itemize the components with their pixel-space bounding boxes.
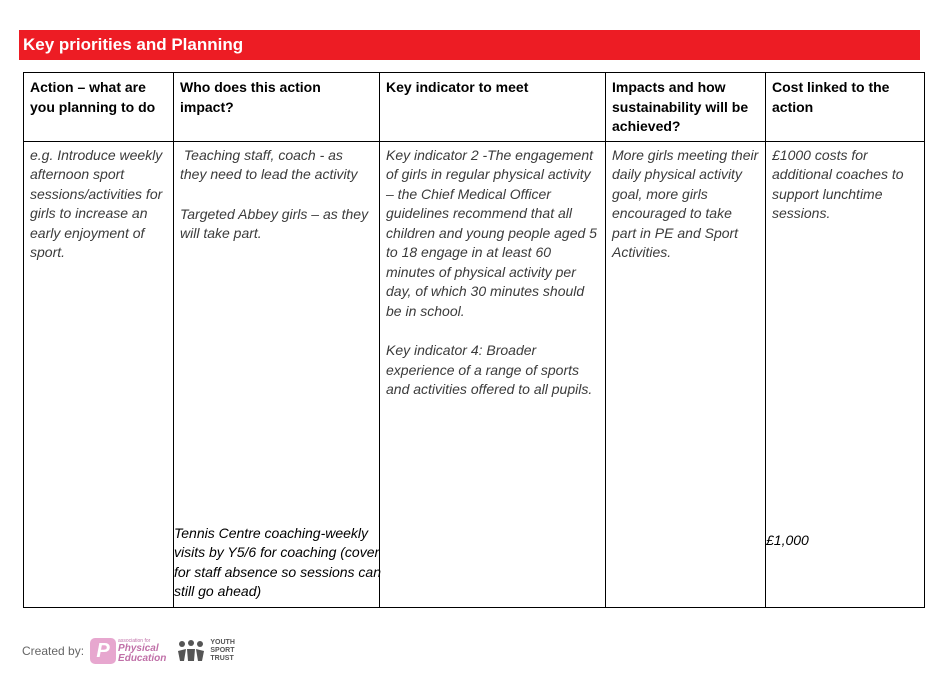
cell-action (24, 141, 174, 607)
indicator-text-1: Key indicator 2 -The engagement of girls in regular physical activity – the Chief Medical Officer guidelines recommend that all children and young people aged 5 to 18 engage in at least 60 minutes of physical activity per day, of which 30 minutes should be in school. (386, 146, 597, 319)
header-impacts: Impacts and how sustainability will be achieved? (606, 73, 766, 142)
header-who: Who does this action impact? (174, 73, 380, 142)
who-text-2: Targeted Abbey girls – as they will take part. (180, 205, 369, 241)
footer (22, 636, 235, 666)
afpe-small-text: association for (118, 638, 151, 644)
header-indicator: Key indicator to meet (380, 73, 606, 142)
afpe-line2: Education (118, 653, 167, 664)
cell-cost (766, 141, 925, 607)
cell-impacts (606, 141, 766, 607)
section-banner (19, 30, 920, 60)
cost-text-1: £1000 costs for additional coaches to support lunchtime sessions. (772, 146, 904, 221)
yst-line2: SPORT (210, 647, 235, 654)
cell-who (174, 141, 380, 607)
header-action: Action – what are you planning to do (24, 73, 174, 142)
action-text: e.g. Introduce weekly afternoon sport sessions/activities for girls to increase an early enjoyment of sport. (30, 146, 163, 260)
table-row (24, 141, 925, 607)
indicator-text-2: Key indicator 4: Broader experience of a range of sports and activities offered to all pupils. (386, 342, 593, 397)
afpe-logo (90, 638, 166, 664)
impacts-text: More girls meeting their daily physical activity goal, more girls encouraged to take part in PE and Sport Activities. (612, 146, 759, 260)
cost-text-2: £1,000 (766, 531, 809, 548)
cell-indicator (380, 141, 606, 607)
yst-line1: YOUTH (210, 639, 235, 646)
yst-figures-icon (176, 639, 206, 663)
created-by-label: Created by: (22, 644, 85, 658)
who-tennis-text: Tennis Centre coaching-weekly visits by Y5/6 for coaching (cover for staff absence so sessions can still go ahead) (174, 524, 381, 599)
header-row (24, 73, 925, 142)
yst-line3: TRUST (210, 655, 234, 662)
planning-table (23, 72, 925, 608)
afpe-p-icon: P (90, 638, 116, 664)
yst-logo (176, 639, 235, 663)
afpe-line1: Physical (118, 643, 159, 654)
who-text-1: Teaching staff, coach - as they need to lead the activity (180, 146, 358, 182)
header-cost: Cost linked to the action (766, 73, 925, 142)
section-title: Key priorities and Planning (23, 35, 244, 54)
